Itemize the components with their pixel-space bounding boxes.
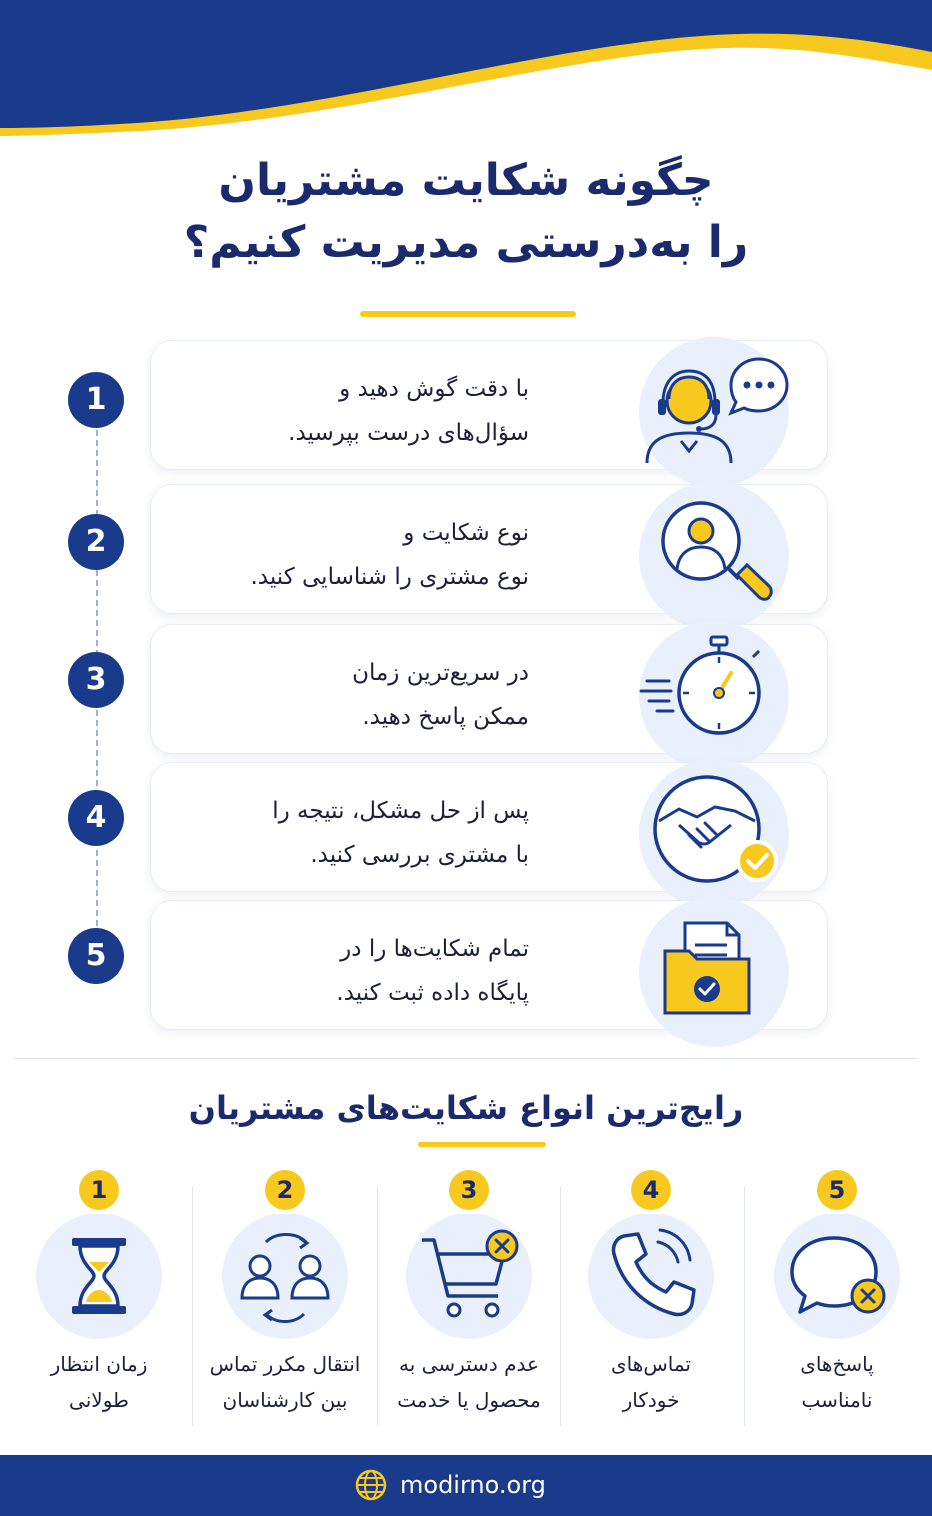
step-text-line-2: پایگاه داده ثبت کنید. bbox=[336, 980, 529, 1006]
page-title bbox=[0, 150, 932, 274]
step-card-1 bbox=[150, 340, 828, 470]
globe-icon bbox=[354, 1468, 388, 1502]
complaint-item-1 bbox=[6, 1170, 192, 1430]
step-number-4: 4 bbox=[68, 790, 124, 846]
step-text-2 bbox=[189, 511, 529, 599]
complaint-label-3 bbox=[376, 1346, 562, 1418]
complaint-number-2: 2 bbox=[265, 1170, 305, 1210]
footer bbox=[0, 1455, 932, 1516]
step-text-line-1: نوع شکایت و bbox=[403, 520, 529, 546]
complaint-item-3 bbox=[376, 1170, 562, 1430]
complaint-item-2 bbox=[192, 1170, 378, 1430]
step-card-4 bbox=[150, 762, 828, 892]
chat-x-icon bbox=[772, 1214, 902, 1344]
step-text-3 bbox=[189, 651, 529, 739]
step-number-3: 3 bbox=[68, 652, 124, 708]
phone-ringing-icon bbox=[586, 1214, 716, 1344]
step-text-line-1: پس از حل مشکل، نتیجه را bbox=[272, 798, 529, 824]
step-number-2: 2 bbox=[68, 514, 124, 570]
complaint-label-line-2: محصول یا خدمت bbox=[397, 1388, 541, 1412]
step-text-line-2: ممکن پاسخ دهید. bbox=[362, 704, 529, 730]
complaint-number-5: 5 bbox=[817, 1170, 857, 1210]
step-card-3 bbox=[150, 624, 828, 754]
complaint-label-2 bbox=[192, 1346, 378, 1418]
complaint-number-3: 3 bbox=[449, 1170, 489, 1210]
step-text-4 bbox=[189, 789, 529, 877]
complaint-item-4 bbox=[558, 1170, 744, 1430]
step-card-5 bbox=[150, 900, 828, 1030]
section-divider bbox=[14, 1058, 918, 1059]
complaint-label-1 bbox=[6, 1346, 192, 1418]
complaint-label-line-2: طولانی bbox=[69, 1388, 129, 1412]
title-underline bbox=[360, 311, 576, 317]
complaint-item-5 bbox=[744, 1170, 930, 1430]
step-text-line-2: با مشتری بررسی کنید. bbox=[310, 842, 529, 868]
complaint-number-1: 1 bbox=[79, 1170, 119, 1210]
complaint-number-4: 4 bbox=[631, 1170, 671, 1210]
step-text-1 bbox=[189, 367, 529, 455]
complaint-label-line-1: عدم دسترسی به bbox=[399, 1352, 539, 1376]
complaint-label-line-2: بین کارشناسان bbox=[222, 1388, 348, 1412]
folder-check-icon bbox=[627, 901, 797, 1031]
section-title-underline bbox=[418, 1142, 546, 1147]
complaint-label-line-1: زمان انتظار bbox=[50, 1352, 148, 1376]
complaint-label-line-1: پاسخ‌های bbox=[800, 1352, 874, 1376]
user-magnifier-icon bbox=[627, 485, 797, 615]
stopwatch-icon bbox=[627, 625, 797, 755]
step-text-line-1: در سریع‌ترین زمان bbox=[352, 660, 529, 686]
complaint-label-5 bbox=[744, 1346, 930, 1418]
complaint-label-line-2: نامناسب bbox=[801, 1388, 873, 1412]
hourglass-icon bbox=[34, 1214, 164, 1344]
complaints-section-title: رایج‌ترین انواع شکایت‌های مشتریان bbox=[188, 1089, 744, 1127]
handshake-check-icon bbox=[627, 763, 797, 893]
complaint-label-line-2: خودکار bbox=[622, 1388, 680, 1412]
step-number-1: 1 bbox=[68, 372, 124, 428]
complaint-label-line-1: تماس‌های bbox=[611, 1352, 691, 1376]
footer-link[interactable] bbox=[354, 1467, 546, 1503]
page-title-line-2: را به‌درستی مدیریت کنیم؟ bbox=[183, 217, 749, 268]
cart-x-icon bbox=[404, 1214, 534, 1344]
headset-agent-chat-icon bbox=[627, 341, 797, 471]
users-transfer-icon bbox=[220, 1214, 350, 1344]
step-text-5 bbox=[189, 927, 529, 1015]
header-wave bbox=[0, 0, 932, 150]
page-title-line-1: چگونه شکایت مشتریان bbox=[218, 155, 714, 206]
complaint-label-line-1: انتقال مکرر تماس bbox=[209, 1352, 361, 1376]
complaint-label-4 bbox=[558, 1346, 744, 1418]
step-text-line-1: تمام شکایت‌ها را در bbox=[340, 936, 529, 962]
step-text-line-1: با دقت گوش دهید و bbox=[339, 376, 529, 402]
footer-url[interactable]: modirno.org bbox=[400, 1471, 546, 1499]
step-text-line-2: نوع مشتری را شناسایی کنید. bbox=[250, 564, 529, 590]
step-number-5: 5 bbox=[68, 928, 124, 984]
step-card-2 bbox=[150, 484, 828, 614]
step-text-line-2: سؤال‌های درست بپرسید. bbox=[288, 420, 529, 446]
